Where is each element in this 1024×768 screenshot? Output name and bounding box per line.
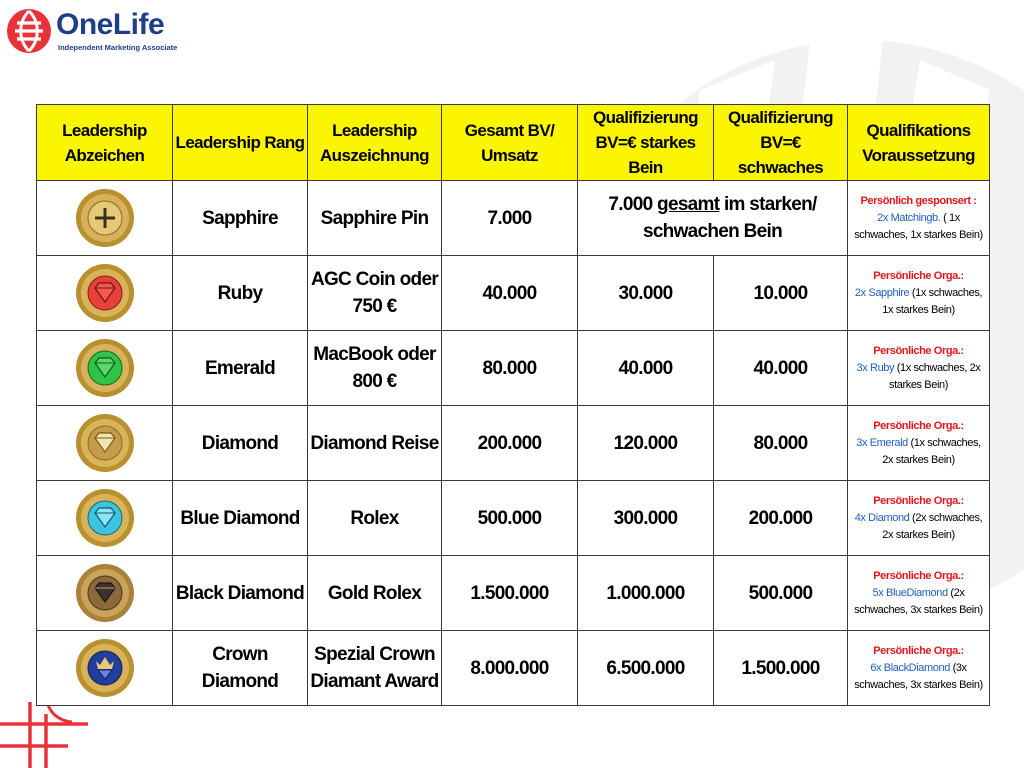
award-cell: AGC Coin oder 750 € [308, 256, 442, 331]
requirement-cell [848, 631, 990, 706]
table-row [37, 406, 990, 481]
table-row [37, 256, 990, 331]
requirement-detail: (1x schwaches, 2x starkes Bein) [889, 361, 981, 391]
requirement-highlight: 3x Emerald [856, 436, 908, 449]
requirement-highlight: 6x BlackDiamond [870, 661, 950, 674]
requirement-cell [848, 406, 990, 481]
ruby-coin-icon [74, 262, 136, 324]
diamond-coin-icon [74, 412, 136, 474]
badge-cell [37, 181, 173, 256]
crown-diamond-coin-icon [74, 637, 136, 699]
weak-leg-cell: 200.000 [714, 481, 848, 556]
requirement-detail: (2x schwaches, 2x starkes Bein) [882, 511, 983, 541]
requirement-highlight: 5x BlueDiamond [872, 586, 948, 599]
award-cell: Gold Rolex [308, 556, 442, 631]
requirement-highlight: 3x Ruby [856, 361, 895, 374]
header-row [37, 105, 990, 181]
header-strong-leg: Qualifizierung BV=€ starkes Bein [578, 105, 714, 181]
requirement-highlight: 4x Diamond [854, 511, 910, 524]
requirement-highlight: 2x Sapphire [854, 286, 910, 299]
requirement-cell [848, 331, 990, 406]
table-row [37, 556, 990, 631]
award-cell: Diamond Reise [308, 406, 442, 481]
requirement-title: Persönliche Orga.: [873, 344, 964, 357]
requirement-title: Persönliche Orga.: [873, 494, 964, 507]
rank-cell: Diamond [173, 406, 308, 481]
total-cell: 80.000 [442, 331, 578, 406]
badge-cell [37, 556, 173, 631]
header-award: Leadership Auszeichnung [308, 105, 442, 181]
emerald-coin-icon [74, 337, 136, 399]
strong-leg-cell: 1.000.000 [578, 556, 714, 631]
total-cell: 40.000 [442, 256, 578, 331]
rank-cell: Ruby [173, 256, 308, 331]
table-row [37, 481, 990, 556]
onelife-logo [6, 6, 206, 58]
weak-leg-cell: 10.000 [714, 256, 848, 331]
requirement-title: Persönliche Orga.: [873, 419, 964, 432]
merged-leg-pre: 7.000 [608, 194, 658, 215]
weak-leg-cell: 1.500.000 [714, 631, 848, 706]
requirement-cell [848, 556, 990, 631]
strong-leg-cell: 40.000 [578, 331, 714, 406]
total-cell: 500.000 [442, 481, 578, 556]
requirement-detail: (1x schwaches, 1x starkes Bein) [882, 286, 983, 316]
award-cell: MacBook oder 800 € [308, 331, 442, 406]
strong-leg-cell: 120.000 [578, 406, 714, 481]
brand-tagline: Independent Marketing Associate [58, 43, 178, 52]
weak-leg-cell: 40.000 [714, 331, 848, 406]
header-total: Gesamt BV/ Umsatz [442, 105, 578, 181]
requirement-title: Persönliche Orga.: [873, 644, 964, 657]
badge-cell [37, 631, 173, 706]
badge-cell [37, 481, 173, 556]
requirement-title: Persönliche Orga.: [873, 269, 964, 282]
badge-cell [37, 406, 173, 481]
table-row [37, 331, 990, 406]
weak-leg-cell: 500.000 [714, 556, 848, 631]
requirement-detail: (1x schwaches, 2x starkes Bein) [882, 436, 981, 466]
weak-leg-cell: 80.000 [714, 406, 848, 481]
award-cell: Sapphire Pin [308, 181, 442, 256]
requirement-detail: ( 1x schwaches, 1x starkes Bein) [854, 211, 983, 241]
globe-logo-icon [6, 8, 52, 54]
requirement-detail: (2x schwaches, 3x starkes Bein) [854, 586, 983, 616]
rank-cell: Blue Diamond [173, 481, 308, 556]
header-requirement: Qualifikations Voraussetzung [848, 105, 990, 181]
leadership-table [36, 104, 990, 706]
strong-leg-cell: 6.500.000 [578, 631, 714, 706]
header-badge: Leadership Abzeichen [37, 105, 173, 181]
rank-cell: Black Diamond [173, 556, 308, 631]
total-cell: 7.000 [442, 181, 578, 256]
requirement-title: Persönliche Orga.: [873, 569, 964, 582]
rank-cell: Emerald [173, 331, 308, 406]
merged-leg-post: im starken/ schwachen Bein [642, 194, 817, 242]
blue-diamond-coin-icon [74, 487, 136, 549]
total-cell: 1.500.000 [442, 556, 578, 631]
sapphire-coin-icon [74, 187, 136, 249]
strong-leg-cell: 300.000 [578, 481, 714, 556]
requirement-highlight: 2x Matchingb. [877, 211, 941, 224]
requirement-title: Persönlich gesponsert : [860, 194, 977, 207]
header-rank: Leadership Rang [173, 105, 308, 181]
total-cell: 8.000.000 [442, 631, 578, 706]
black-diamond-coin-icon [74, 562, 136, 624]
award-cell: Rolex [308, 481, 442, 556]
table-row [37, 181, 990, 256]
badge-cell [37, 331, 173, 406]
merged-leg-cell [578, 181, 848, 256]
header-weak-leg: Qualifizierung BV=€ schwaches [714, 105, 848, 181]
rank-cell: Crown Diamond [173, 631, 308, 706]
requirement-cell [848, 481, 990, 556]
requirement-cell [848, 256, 990, 331]
total-cell: 200.000 [442, 406, 578, 481]
rank-cell: Sapphire [173, 181, 308, 256]
merged-leg-underlined: gesamt [657, 194, 720, 215]
brand-name: OneLife [56, 8, 165, 41]
award-cell: Spezial Crown Diamant Award [308, 631, 442, 706]
strong-leg-cell: 30.000 [578, 256, 714, 331]
table-row [37, 631, 990, 706]
badge-cell [37, 256, 173, 331]
requirement-detail: (3x schwaches, 3x starkes Bein) [854, 661, 983, 691]
requirement-cell [848, 181, 990, 256]
